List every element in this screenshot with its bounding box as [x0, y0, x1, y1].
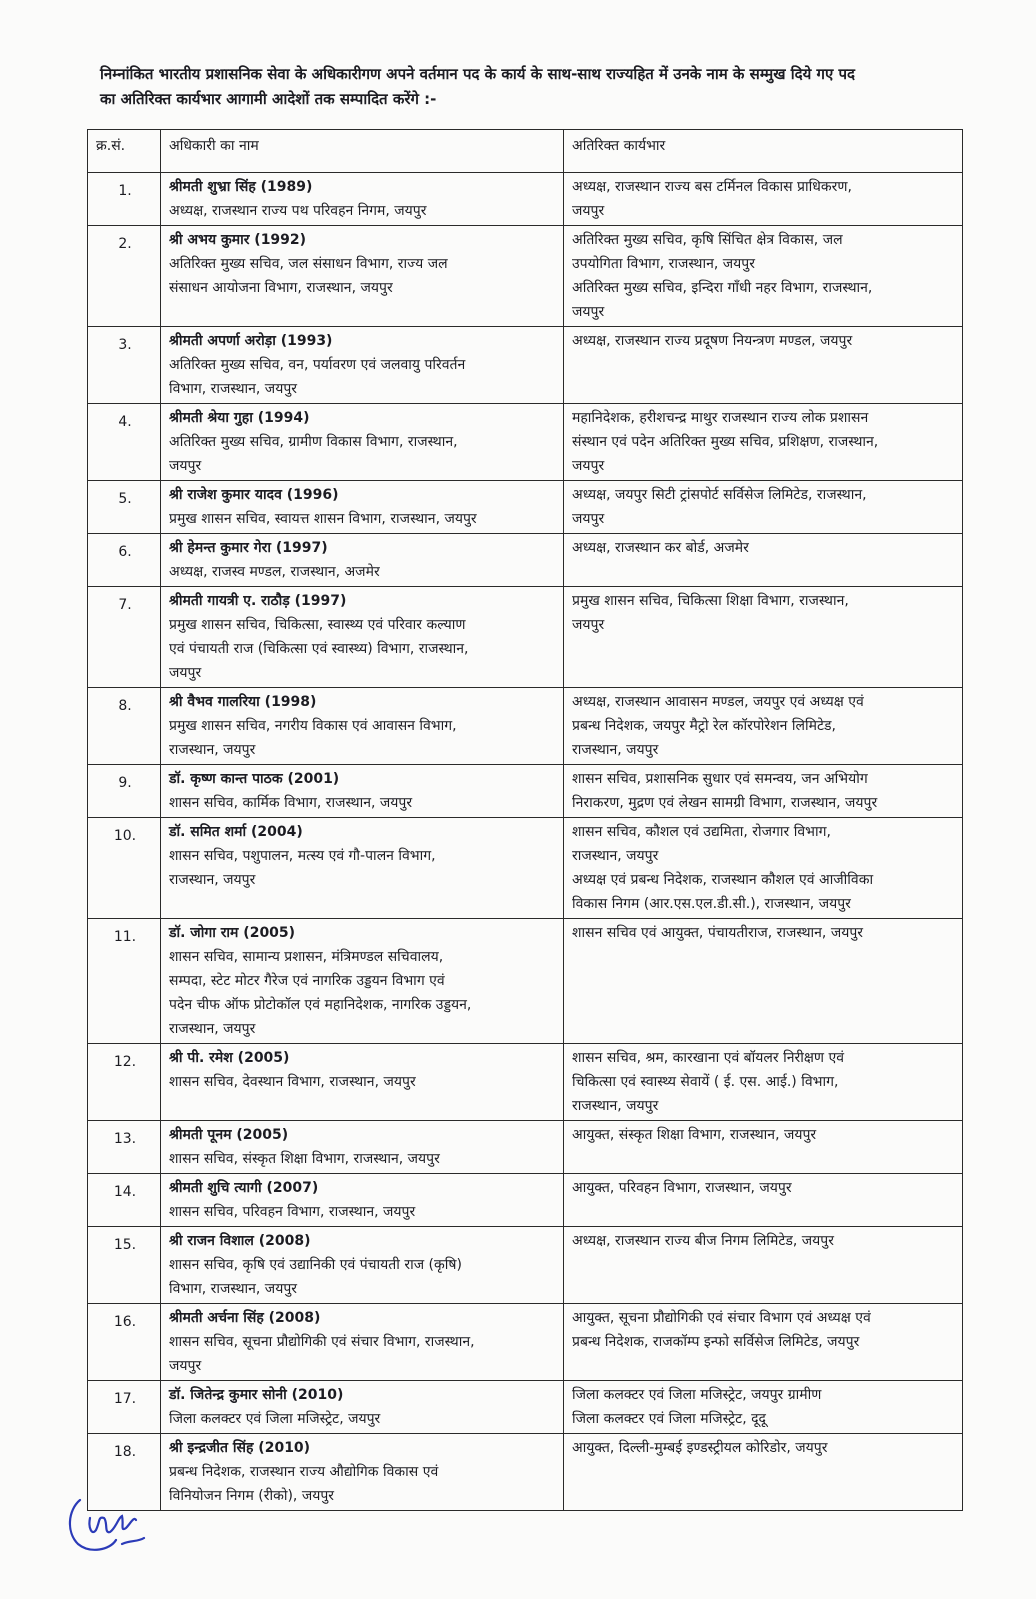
- additional-charge-line: जिला कलक्टर एवं जिला मजिस्ट्रेट, दूदू: [572, 1411, 766, 1427]
- officer-name: डॉ. कृष्ण कान्त पाठक (2001): [169, 771, 340, 787]
- additional-charge-line: राजस्थान, जयपुर: [572, 848, 659, 864]
- serial-cell: 1.: [88, 173, 161, 226]
- table-row: [88, 1434, 963, 1511]
- officer-cell: [161, 226, 564, 327]
- officer-name: श्री अभय कुमार (1992): [169, 232, 307, 248]
- table-row: [88, 688, 963, 765]
- officer-cell: [161, 404, 564, 481]
- current-post-line: विभाग, राजस्थान, जयपुर: [169, 381, 297, 397]
- additional-charge-cell: [564, 818, 963, 919]
- current-post-line: विनियोजन निगम (रीको), जयपुर: [169, 1488, 335, 1504]
- officer-cell: [161, 1434, 564, 1511]
- table-row: [88, 1381, 963, 1434]
- current-post-line: जिला कलक्टर एवं जिला मजिस्ट्रेट, जयपुर: [169, 1411, 381, 1427]
- officer-cell: [161, 327, 564, 404]
- officer-cell: [161, 1044, 564, 1121]
- officer-cell: [161, 1227, 564, 1304]
- additional-charge-cell: [564, 1121, 963, 1174]
- additional-charge-line: अध्यक्ष, राजस्थान आवासन मण्डल, जयपुर एवं अध्यक्ष एवं: [572, 694, 864, 710]
- table-row: [88, 534, 963, 587]
- current-post-line: जयपुर: [169, 1358, 202, 1374]
- serial-cell: 7.: [88, 587, 161, 688]
- current-post-line: प्रमुख शासन सचिव, नगरीय विकास एवं आवासन विभाग,: [169, 718, 457, 734]
- additional-charge-cell: [564, 688, 963, 765]
- table-row: [88, 173, 963, 226]
- additional-charge-line: आयुक्त, संस्कृत शिक्षा विभाग, राजस्थान, जयपुर: [572, 1127, 817, 1143]
- additional-charge-line: अतिरिक्त मुख्य सचिव, कृषि सिंचित क्षेत्र विकास, जल: [572, 232, 843, 248]
- table-row: [88, 481, 963, 534]
- current-post-line: राजस्थान, जयपुर: [169, 742, 256, 758]
- serial-cell: 9.: [88, 765, 161, 818]
- officer-name: श्री राजन विशाल (2008): [169, 1233, 311, 1249]
- current-post-line: शासन सचिव, कार्मिक विभाग, राजस्थान, जयपुर: [169, 795, 413, 811]
- additional-charge-cell: [564, 404, 963, 481]
- officer-cell: [161, 1381, 564, 1434]
- officer-name: श्रीमती शुचि त्यागी (2007): [169, 1180, 319, 1196]
- serial-cell: 8.: [88, 688, 161, 765]
- additional-charge-line: अतिरिक्त मुख्य सचिव, इन्दिरा गाँधी नहर विभाग, राजस्थान,: [572, 280, 873, 296]
- officer-name: श्रीमती अपर्णा अरोड़ा (1993): [169, 333, 333, 349]
- table-row: [88, 919, 963, 1044]
- additional-charge-line: आयुक्त, दिल्ली-मुम्बई इण्डस्ट्रीयल कोरिडोर, जयपुर: [572, 1440, 828, 1456]
- current-post-line: पदेन चीफ ऑफ प्रोटोकॉल एवं महानिदेशक, नागरिक उड्डयन,: [169, 997, 472, 1013]
- additional-charge-cell: [564, 534, 963, 587]
- officer-cell: [161, 481, 564, 534]
- current-post-line: जयपुर: [169, 458, 202, 474]
- officer-name: श्रीमती पूनम (2005): [169, 1127, 289, 1143]
- officer-cell: [161, 765, 564, 818]
- additional-charge-line: निराकरण, मुद्रण एवं लेखन सामग्री विभाग, राजस्थान, जयपुर: [572, 795, 878, 811]
- officer-name: डॉ. जितेन्द्र कुमार सोनी (2010): [169, 1387, 344, 1403]
- additional-charge-line: जयपुर: [572, 304, 605, 320]
- additional-charge-line: जिला कलक्टर एवं जिला मजिस्ट्रेट, जयपुर ग्रामीण: [572, 1387, 822, 1403]
- additional-charge-line: शासन सचिव एवं आयुक्त, पंचायतीराज, राजस्थान, जयपुर: [572, 925, 864, 941]
- table-row: [88, 1304, 963, 1381]
- additional-charge-line: राजस्थान, जयपुर: [572, 742, 659, 758]
- officer-name: श्री पी. रमेश (2005): [169, 1050, 290, 1066]
- header-officer-name: अधिकारी का नाम: [161, 130, 564, 173]
- additional-charge-line: जयपुर: [572, 511, 605, 527]
- serial-cell: 16.: [88, 1304, 161, 1381]
- additional-charge-line: प्रमुख शासन सचिव, चिकित्सा शिक्षा विभाग, राजस्थान,: [572, 593, 849, 609]
- additional-charge-cell: [564, 481, 963, 534]
- serial-cell: 14.: [88, 1174, 161, 1227]
- additional-charge-line: जयपुर: [572, 203, 605, 219]
- table-row: [88, 327, 963, 404]
- table-row: [88, 226, 963, 327]
- intro-paragraph: [100, 62, 960, 112]
- current-post-line: अतिरिक्त मुख्य सचिव, जल संसाधन विभाग, राज्य जल: [169, 256, 448, 272]
- officer-name: श्रीमती श्रेया गुहा (1994): [169, 410, 310, 426]
- officer-name: श्री राजेश कुमार यादव (1996): [169, 487, 339, 503]
- current-post-line: शासन सचिव, देवस्थान विभाग, राजस्थान, जयपुर: [169, 1074, 416, 1090]
- officer-name: श्रीमती अर्चना सिंह (2008): [169, 1310, 321, 1326]
- current-post-line: शासन सचिव, कृषि एवं उद्यानिकी एवं पंचायती राज (कृषि): [169, 1257, 462, 1273]
- signature-image: [60, 1470, 150, 1560]
- officer-cell: [161, 688, 564, 765]
- serial-cell: 4.: [88, 404, 161, 481]
- additional-charge-cell: [564, 173, 963, 226]
- current-post-line: राजस्थान, जयपुर: [169, 1021, 256, 1037]
- current-post-line: शासन सचिव, पशुपालन, मत्स्य एवं गौ-पालन विभाग,: [169, 848, 436, 864]
- current-post-line: प्रबन्ध निदेशक, राजस्थान राज्य औद्योगिक विकास एवं: [169, 1464, 439, 1480]
- current-post-line: अतिरिक्त मुख्य सचिव, वन, पर्यावरण एवं जलवायु परिवर्तन: [169, 357, 466, 373]
- officer-cell: [161, 1174, 564, 1227]
- additional-charge-cell: [564, 327, 963, 404]
- serial-cell: 12.: [88, 1044, 161, 1121]
- current-post-line: राजस्थान, जयपुर: [169, 872, 256, 888]
- table-row: [88, 765, 963, 818]
- additional-charge-line: अध्यक्ष, राजस्थान राज्य बीज निगम लिमिटेड, जयपुर: [572, 1233, 834, 1249]
- officer-name: श्री इन्द्रजीत सिंह (2010): [169, 1440, 311, 1456]
- officer-cell: [161, 818, 564, 919]
- additional-charge-line: प्रबन्ध निदेशक, जयपुर मैट्रो रेल कॉरपोरेशन लिमिटेड,: [572, 718, 836, 734]
- officer-cell: [161, 173, 564, 226]
- serial-cell: 2.: [88, 226, 161, 327]
- additional-charge-line: चिकित्सा एवं स्वास्थ्य सेवायें ( ई. एस. आई.) विभाग,: [572, 1074, 839, 1090]
- additional-charge-line: अध्यक्ष एवं प्रबन्ध निदेशक, राजस्थान कौशल एवं आजीविका: [572, 872, 874, 888]
- table-row: [88, 587, 963, 688]
- additional-charge-cell: [564, 1381, 963, 1434]
- additional-charge-line: संस्थान एवं पदेन अतिरिक्त मुख्य सचिव, प्रशिक्षण, राजस्थान,: [572, 434, 879, 450]
- intro-line-2: का अतिरिक्त कार्यभार आगामी आदेशों तक सम्पादित करेंगे :-: [100, 90, 437, 108]
- current-post-line: अध्यक्ष, राजस्थान राज्य पथ परिवहन निगम, जयपुर: [169, 203, 427, 219]
- officer-cell: [161, 1121, 564, 1174]
- additional-charge-table: [87, 129, 963, 1511]
- current-post-line: अध्यक्ष, राजस्व मण्डल, राजस्थान, अजमेर: [169, 564, 380, 580]
- additional-charge-cell: [564, 765, 963, 818]
- additional-charge-line: अध्यक्ष, राजस्थान कर बोर्ड, अजमेर: [572, 540, 749, 556]
- officer-cell: [161, 534, 564, 587]
- current-post-line: सम्पदा, स्टेट मोटर गैरेज एवं नागरिक उड्डयन विभाग एवं: [169, 973, 445, 989]
- current-post-line: विभाग, राजस्थान, जयपुर: [169, 1281, 297, 1297]
- serial-cell: 17.: [88, 1381, 161, 1434]
- table-body: [88, 173, 963, 1511]
- table-row: [88, 1044, 963, 1121]
- serial-cell: 5.: [88, 481, 161, 534]
- serial-cell: 3.: [88, 327, 161, 404]
- additional-charge-line: शासन सचिव, प्रशासनिक सुधार एवं समन्वय, जन अभियोग: [572, 771, 868, 787]
- header-additional-charge: अतिरिक्त कार्यभार: [564, 130, 963, 173]
- current-post-line: शासन सचिव, परिवहन विभाग, राजस्थान, जयपुर: [169, 1204, 416, 1220]
- table-row: [88, 818, 963, 919]
- additional-charge-line: अध्यक्ष, राजस्थान राज्य बस टर्मिनल विकास प्राधिकरण,: [572, 179, 852, 195]
- table-row: [88, 1227, 963, 1304]
- additional-charge-line: अध्यक्ष, राजस्थान राज्य प्रदूषण नियन्त्रण मण्डल, जयपुर: [572, 333, 853, 349]
- table-row: [88, 1121, 963, 1174]
- additional-charge-line: अध्यक्ष, जयपुर सिटी ट्रांसपोर्ट सर्विसेज लिमिटेड, राजस्थान,: [572, 487, 867, 503]
- serial-cell: 6.: [88, 534, 161, 587]
- current-post-line: शासन सचिव, संस्कृत शिक्षा विभाग, राजस्थान, जयपुर: [169, 1151, 440, 1167]
- serial-cell: 18.: [88, 1434, 161, 1511]
- additional-charge-line: आयुक्त, सूचना प्रौद्योगिकी एवं संचार विभाग एवं अध्यक्ष एवं: [572, 1310, 871, 1326]
- additional-charge-cell: [564, 1434, 963, 1511]
- additional-charge-line: महानिदेशक, हरीशचन्द्र माथुर राजस्थान राज्य लोक प्रशासन: [572, 410, 869, 426]
- serial-cell: 11.: [88, 919, 161, 1044]
- officer-cell: [161, 1304, 564, 1381]
- current-post-line: एवं पंचायती राज (चिकित्सा एवं स्वास्थ्य) विभाग, राजस्थान,: [169, 641, 469, 657]
- additional-charge-line: उपयोगिता विभाग, राजस्थान, जयपुर: [572, 256, 755, 272]
- additional-charge-cell: [564, 919, 963, 1044]
- current-post-line: प्रमुख शासन सचिव, चिकित्सा, स्वास्थ्य एवं परिवार कल्याण: [169, 617, 466, 633]
- additional-charge-cell: [564, 1227, 963, 1304]
- officer-name: डॉ. जोगा राम (2005): [169, 925, 296, 941]
- table-row: [88, 404, 963, 481]
- officer-name: श्री वैभव गालरिया (1998): [169, 694, 317, 710]
- officer-name: श्री हेमन्त कुमार गेरा (1997): [169, 540, 328, 556]
- officer-name: श्रीमती शुभ्रा सिंह (1989): [169, 179, 313, 195]
- current-post-line: जयपुर: [169, 665, 202, 681]
- additional-charge-line: जयपुर: [572, 458, 605, 474]
- serial-cell: 15.: [88, 1227, 161, 1304]
- additional-charge-cell: [564, 587, 963, 688]
- officer-cell: [161, 919, 564, 1044]
- table-row: [88, 1174, 963, 1227]
- additional-charge-line: राजस्थान, जयपुर: [572, 1098, 659, 1114]
- additional-charge-line: आयुक्त, परिवहन विभाग, राजस्थान, जयपुर: [572, 1180, 792, 1196]
- current-post-line: संसाधन आयोजना विभाग, राजस्थान, जयपुर: [169, 280, 393, 296]
- additional-charge-cell: [564, 1304, 963, 1381]
- serial-cell: 13.: [88, 1121, 161, 1174]
- serial-cell: 10.: [88, 818, 161, 919]
- current-post-line: अतिरिक्त मुख्य सचिव, ग्रामीण विकास विभाग, राजस्थान,: [169, 434, 458, 450]
- intro-line-1: निम्नांकित भारतीय प्रशासनिक सेवा के अधिकारीगण अपने वर्तमान पद के कार्य के साथ-साथ राज्यहित में उनके नाम के सम्मुख दिये गए पद: [100, 65, 855, 83]
- additional-charge-line: जयपुर: [572, 617, 605, 633]
- additional-charge-line: शासन सचिव, कौशल एवं उद्यमिता, रोजगार विभाग,: [572, 824, 831, 840]
- additional-charge-cell: [564, 226, 963, 327]
- additional-charge-line: शासन सचिव, श्रम, कारखाना एवं बॉयलर निरीक्षण एवं: [572, 1050, 844, 1066]
- officer-cell: [161, 587, 564, 688]
- table-header-row: [88, 130, 963, 173]
- current-post-line: शासन सचिव, सूचना प्रौद्योगिकी एवं संचार विभाग, राजस्थान,: [169, 1334, 475, 1350]
- additional-charge-cell: [564, 1044, 963, 1121]
- header-serial: क्र.सं.: [88, 130, 161, 173]
- officer-name: डॉ. समित शर्मा (2004): [169, 824, 303, 840]
- officer-name: श्रीमती गायत्री ए. राठौड़ (1997): [169, 593, 347, 609]
- additional-charge-cell: [564, 1174, 963, 1227]
- current-post-line: प्रमुख शासन सचिव, स्वायत्त शासन विभाग, राजस्थान, जयपुर: [169, 511, 477, 527]
- current-post-line: शासन सचिव, सामान्य प्रशासन, मंत्रिमण्डल सचिवालय,: [169, 949, 444, 965]
- additional-charge-line: विकास निगम (आर.एस.एल.डी.सी.), राजस्थान, जयपुर: [572, 896, 851, 912]
- additional-charge-line: प्रबन्ध निदेशक, राजकॉम्प इन्फो सर्विसेज लिमिटेड, जयपुर: [572, 1334, 860, 1350]
